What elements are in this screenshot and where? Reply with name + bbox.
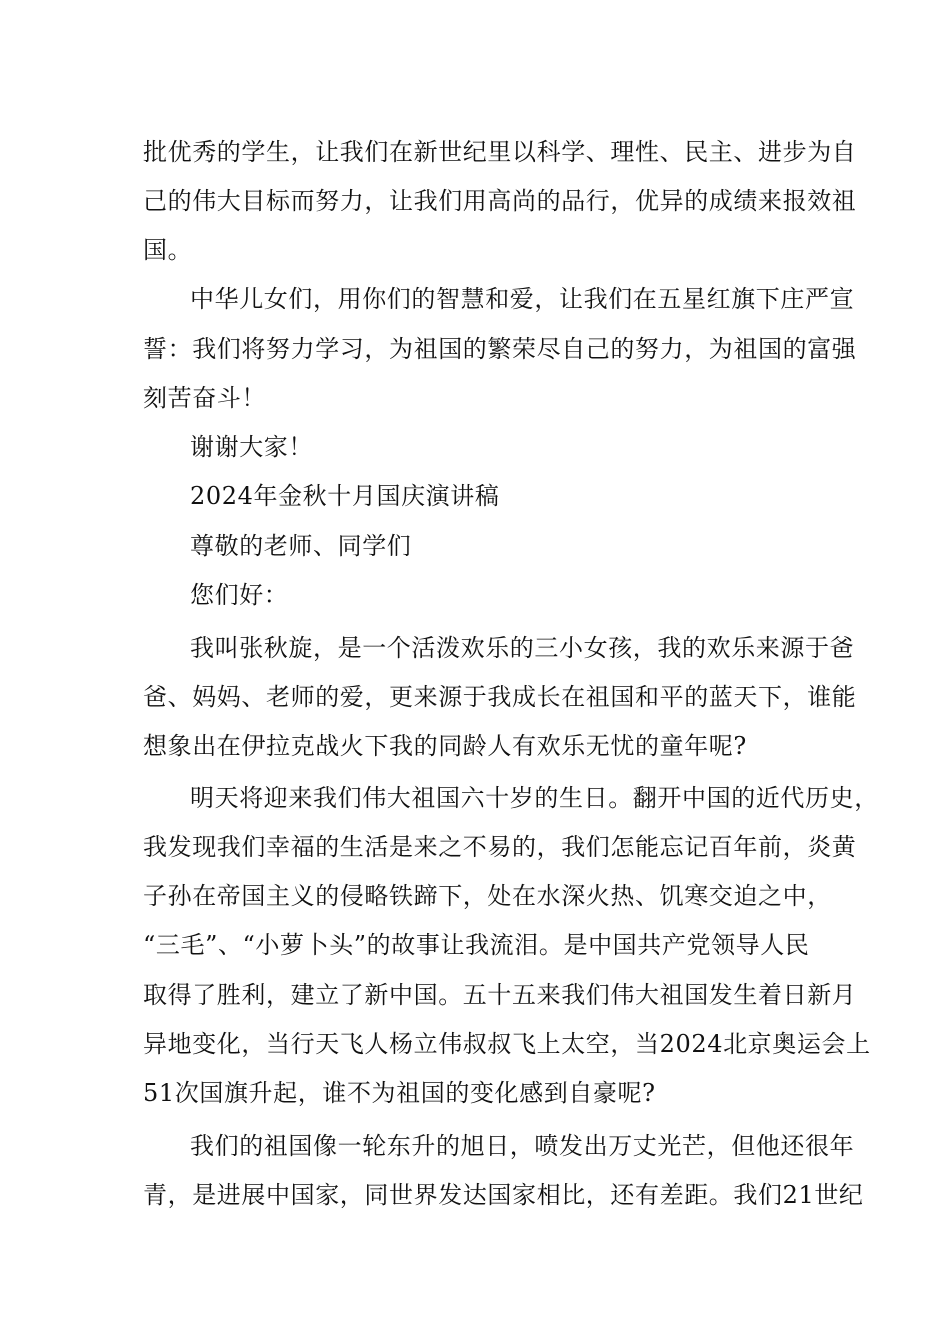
- text-line: 刻苦奋斗！: [143, 384, 266, 412]
- text-line: 取得了胜利，建立了新中国。五十五来我们伟大祖国发生着日新月: [143, 981, 857, 1009]
- text-line: “三毛”、“小萝卜头”的故事让我流泪。是中国共产党领导人民: [143, 931, 810, 959]
- greeting: 您们好：: [190, 581, 289, 609]
- text-line: 誓：我们将努力学习，为祖国的繁荣尽自己的努力，为祖国的富强: [143, 335, 857, 363]
- text-line: 批优秀的学生，让我们在新世纪里以科学、理性、民主、进步为自: [143, 138, 857, 166]
- speech-title: 2024年金秋十月国庆演讲稿: [190, 482, 500, 510]
- text-line: 想象出在伊拉克战火下我的同龄人有欢乐无忧的童年呢?: [143, 732, 747, 760]
- paragraph-start: 我叫张秋旋，是一个活泼欢乐的三小女孩，我的欢乐来源于爸: [190, 634, 855, 662]
- paragraph-start: 中华儿女们，用你们的智慧和爱，让我们在五星红旗下庄严宣: [190, 285, 855, 313]
- text-line: 爸、妈妈、老师的爱，更来源于我成长在祖国和平的蓝天下，谁能: [143, 683, 857, 711]
- closing-thanks: 谢谢大家！: [190, 433, 313, 461]
- paragraph-start: 明天将迎来我们伟大祖国六十岁的生日。翻开中国的近代历史，: [190, 784, 879, 812]
- text-line: 我发现我们幸福的生活是来之不易的，我们怎能忘记百年前，炎黄: [143, 833, 857, 861]
- text-line: 异地变化，当行天飞人杨立伟叔叔飞上太空，当2024北京奥运会上: [143, 1030, 871, 1058]
- salutation: 尊敬的老师、同学们: [190, 532, 412, 560]
- text-line: 子孙在帝国主义的侵略铁蹄下，处在水深火热、饥寒交迫之中，: [143, 882, 832, 910]
- text-line: 51次国旗升起，谁不为祖国的变化感到自豪呢?: [143, 1079, 656, 1107]
- text-line: 青，是进展中国家，同世界发达国家相比，还有差距。我们21世纪: [143, 1181, 864, 1209]
- text-line: 己的伟大目标而努力，让我们用高尚的品行，优异的成绩来报效祖: [143, 187, 857, 215]
- text-line: 国。: [143, 236, 193, 264]
- paragraph-start: 我们的祖国像一轮东升的旭日，喷发出万丈光芒，但他还很年: [190, 1132, 855, 1160]
